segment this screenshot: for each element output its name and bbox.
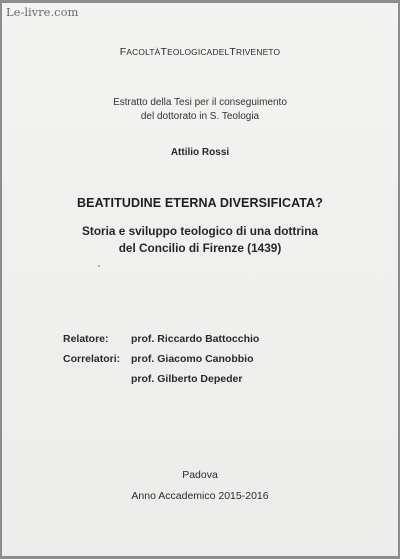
author-name: Attilio Rossi [170, 147, 230, 158]
watermark: Le-livre.com [6, 5, 79, 19]
extract-line-1: Estratto della Tesi per il conseguimento [113, 97, 287, 108]
academic-year: Anno Accademico 2015-2016 [131, 490, 269, 502]
faculty-word4-cap: T [229, 46, 236, 58]
faculty-word3-rest: DEL [212, 47, 230, 57]
thesis-cover-page [2, 3, 398, 556]
thesis-subtitle-line-2: del Concilio di Firenze (1439) [118, 241, 282, 255]
faculty-word1-cap: F [119, 46, 127, 58]
relatore-label: Relatore: [63, 333, 109, 345]
faculty-word2-rest: EOLOGICA [167, 47, 213, 57]
faculty-word4-rest: RIVENETO [235, 47, 281, 57]
faculty-word2-cap: T [160, 46, 168, 58]
faculty-heading [2, 46, 398, 58]
place: Padova [182, 469, 218, 481]
faculty-word1-rest: ACOLTÀ [126, 47, 161, 57]
paper-speck [98, 265, 100, 267]
relatore-name: prof. Riccardo Battocchio [131, 333, 260, 345]
correlatore-1-name: prof. Giacomo Canobbio [131, 353, 254, 365]
extract-line-2: del dottorato in S. Teologia [140, 111, 260, 122]
correlatore-2-name: prof. Gilberto Depeder [131, 373, 243, 385]
thesis-title: BEATITUDINE ETERNA DIVERSIFICATA? [77, 196, 323, 210]
correlatori-label: Correlatori: [63, 353, 121, 365]
thesis-subtitle-line-1: Storia e sviluppo teologico di una dottrina [82, 224, 318, 238]
